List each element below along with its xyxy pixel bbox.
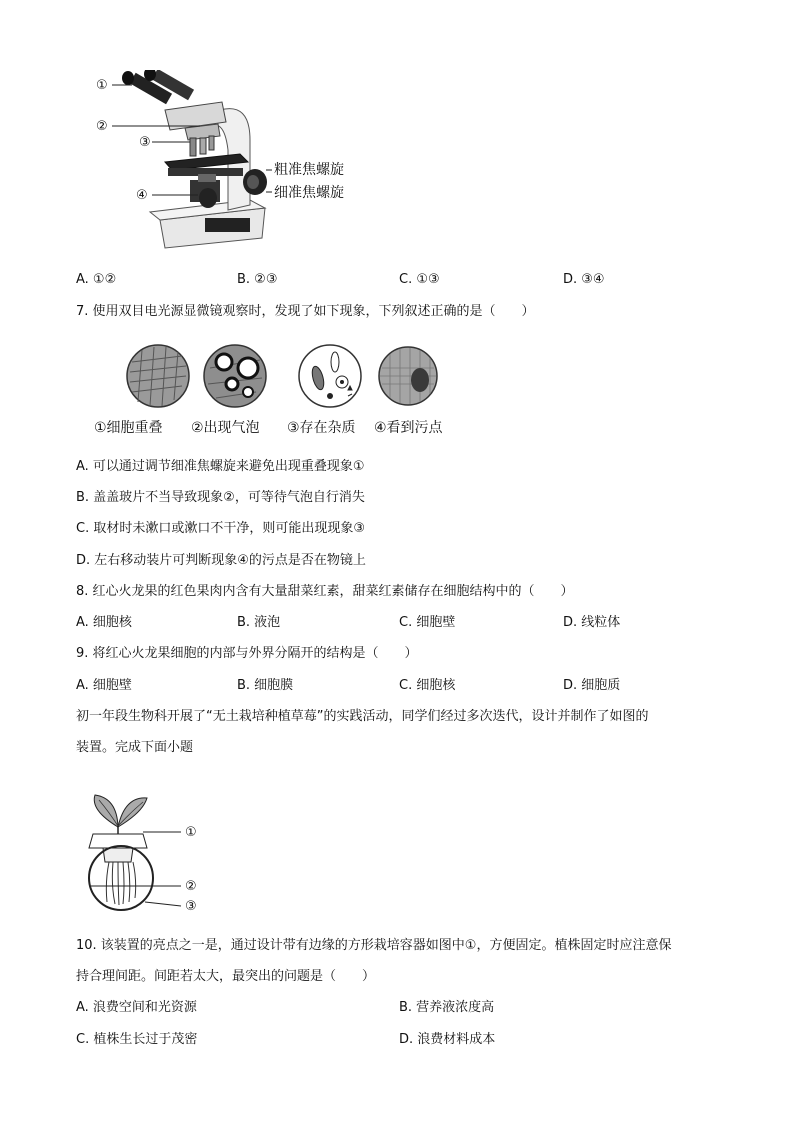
q6-option-a: A. ①② bbox=[76, 272, 117, 287]
q8-option-b: B. 液泡 bbox=[237, 615, 281, 630]
q10-stem-line-1: 10. 该装置的亮点之一是，通过设计带有边缘的方形栽培容器如图中①，方便固定。植株固定时应注意保 bbox=[76, 938, 672, 953]
q7-observation-images bbox=[120, 340, 450, 412]
hydroponic-device-figure bbox=[85, 790, 195, 920]
q9-option-b: B. 细胞膜 bbox=[237, 678, 294, 693]
q6-option-c: C. ①③ bbox=[399, 272, 440, 287]
q7-option-b: B. 盖盖玻片不当导致现象②，可等待气泡自行消失 bbox=[76, 490, 365, 505]
q7-caption-4: ④看到污点 bbox=[374, 420, 443, 436]
q7-option-a: A. 可以通过调节细准焦螺旋来避免出现重叠现象① bbox=[76, 459, 365, 474]
q9-option-a: A. 细胞壁 bbox=[76, 678, 132, 693]
intro-line-2: 装置。完成下面小题 bbox=[76, 740, 194, 755]
q9-option-d: D. 细胞质 bbox=[563, 678, 621, 693]
q9-stem: 9. 将红心火龙果细胞的内部与外界分隔开的结构是（ ） bbox=[76, 646, 418, 661]
q10-option-c: C. 植株生长过于茂密 bbox=[76, 1032, 198, 1047]
q8-option-d: D. 线粒体 bbox=[563, 615, 621, 630]
q8-option-c: C. 细胞壁 bbox=[399, 615, 456, 630]
q10-option-d: D. 浪费材料成本 bbox=[399, 1032, 496, 1047]
label-circle-4: ④ bbox=[136, 188, 148, 203]
label-circle-2: ② bbox=[96, 119, 108, 134]
q7-caption-2: ②出现气泡 bbox=[191, 420, 260, 436]
label-circle-1: ① bbox=[96, 78, 108, 93]
device-label-2: ② bbox=[185, 879, 197, 894]
q10-option-b: B. 营养液浓度高 bbox=[399, 1000, 495, 1015]
q7-stem: 7. 使用双目电光源显微镜观察时，发现了如下现象，下列叙述正确的是（ ） bbox=[76, 304, 535, 319]
device-label-1: ① bbox=[185, 825, 197, 840]
q10-option-a: A. 浪费空间和光资源 bbox=[76, 1000, 197, 1015]
q7-caption-3: ③存在杂质 bbox=[287, 420, 356, 436]
label-coarse-focus: 粗准焦螺旋 bbox=[274, 162, 344, 178]
label-circle-3: ③ bbox=[139, 135, 151, 150]
q8-stem: 8. 红心火龙果的红色果肉内含有大量甜菜红素，甜菜红素储存在细胞结构中的（ ） bbox=[76, 584, 574, 599]
q9-option-c: C. 细胞核 bbox=[399, 678, 456, 693]
q7-option-c: C. 取材时未漱口或漱口不干净，则可能出现现象③ bbox=[76, 521, 365, 536]
q7-caption-1: ①细胞重叠 bbox=[94, 420, 163, 436]
label-fine-focus: 细准焦螺旋 bbox=[274, 185, 344, 201]
q6-option-b: B. ②③ bbox=[237, 272, 278, 287]
q10-stem-line-2: 持合理间距。间距若太大，最突出的问题是（ ） bbox=[76, 969, 376, 984]
q8-option-a: A. 细胞核 bbox=[76, 615, 132, 630]
intro-line-1: 初一年段生物科开展了“无土栽培种植草莓”的实践活动，同学们经过多次迭代，设计并制作了如图的 bbox=[76, 709, 649, 724]
q7-option-d: D. 左右移动装片可判断现象④的污点是否在物镜上 bbox=[76, 553, 366, 568]
q6-option-d: D. ③④ bbox=[563, 272, 605, 287]
device-label-3: ③ bbox=[185, 899, 197, 914]
